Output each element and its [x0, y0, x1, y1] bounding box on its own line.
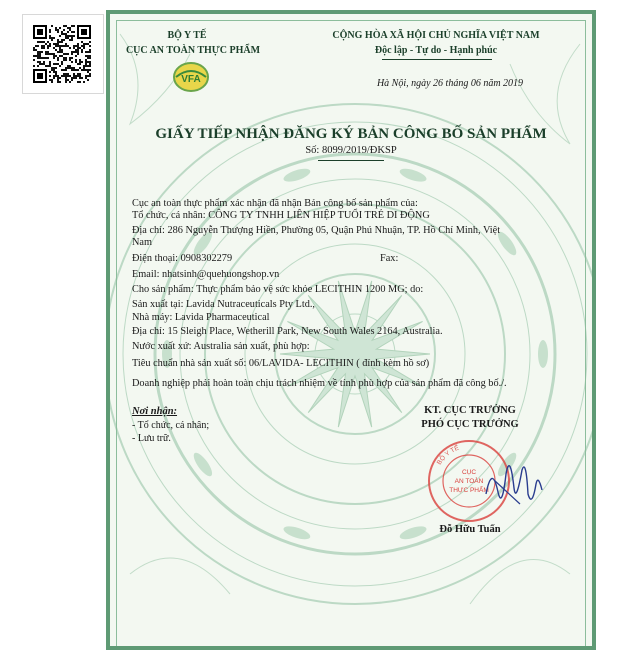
document-number: Số: 8099/2019/ĐKSP [305, 145, 397, 156]
qr-code-pattern [33, 25, 91, 83]
stamp-line-2: AN TOÀN [454, 478, 484, 485]
stamp-ring-text: BỘ Y TẾ [435, 444, 460, 467]
agency-name: CỤC AN TOÀN THỰC PHẨM [125, 45, 261, 56]
applicant-address: Địa chỉ: 286 Nguyễn Thượng Hiền, Phường 05, Quận Phú Nhuận, TP. Hồ Chí Minh, Việt [132, 225, 501, 236]
signer-role: KT. CỤC TRƯỞNG [424, 405, 516, 416]
recipients-heading: Nơi nhận: [132, 406, 178, 417]
qr-code [22, 14, 104, 94]
title-underline [318, 160, 384, 161]
applicant-fax: Fax: [380, 253, 399, 264]
applicant-organization: Tổ chức, cá nhân: CÔNG TY TNHH LIÊN HIỆP TUỔI TRẺ DI ĐỘNG [132, 210, 430, 221]
responsibility-statement: Doanh nghiệp phải hoàn toàn chịu trách nhiệm về tính phù hợp của sản phẩm đã công bố./. [132, 378, 507, 389]
country-name: CỘNG HÒA XÃ HỘI CHỦ NGHĨA VIỆT NAM [332, 30, 540, 41]
motto-underline [382, 59, 492, 60]
issue-date: Hà Nội, ngày 26 tháng 06 năm 2019 [376, 78, 524, 89]
applicant-email: Email: nhatsinh@quehuongshop.vn [132, 269, 280, 280]
manufacturer-standard: Tiêu chuẩn nhà sản xuất số: 06/LAVIDA- LECITHIN ( đính kèm hồ sơ) [132, 358, 430, 369]
stamp-line-3: THỰC PHẨM [449, 487, 489, 494]
factory-name: Nhà máy: Lavida Pharmaceutical [132, 312, 270, 323]
vfa-logo [172, 61, 210, 93]
document-title: GIẤY TIẾP NHẬN ĐĂNG KÝ BẢN CÔNG BỐ SẢN PHẨM [155, 126, 547, 142]
handwritten-signature [480, 444, 550, 524]
product-name: Cho sản phẩm: Thực phẩm bảo vệ sức khỏe LECITHIN 1200 MG; do: [132, 284, 424, 295]
vfa-logo-text: VFA [181, 74, 201, 85]
country-of-origin: Nước xuất xứ: Australia sản xuất, phù hợp: [132, 341, 310, 352]
signer-title: PHÓ CỤC TRƯỞNG [421, 419, 519, 430]
intro-text: Cục an toàn thực phẩm xác nhận đã nhận Bản công bố sản phẩm của: [132, 198, 418, 209]
recipient-item-2: - Lưu trữ. [132, 433, 171, 444]
certificate [106, 10, 596, 650]
national-motto: Độc lập - Tự do - Hạnh phúc [374, 45, 498, 56]
ministry-name: BỘ Y TẾ [167, 30, 207, 41]
factory-address: Địa chỉ: 15 Sleigh Place, Wetherill Park, New South Wales 2164, Australia. [132, 326, 443, 337]
applicant-address-cont: Nam [132, 237, 153, 248]
signer-name: Đỗ Hữu Tuấn [439, 524, 501, 535]
manufacturer: Sản xuất tại: Lavida Nutraceuticals Pty Ltd., [132, 299, 316, 310]
recipient-item-1: - Tổ chức, cá nhân; [132, 420, 210, 431]
applicant-phone: Điện thoại: 0908302279 [132, 253, 233, 264]
stamp-line-1: CỤC [461, 469, 477, 476]
